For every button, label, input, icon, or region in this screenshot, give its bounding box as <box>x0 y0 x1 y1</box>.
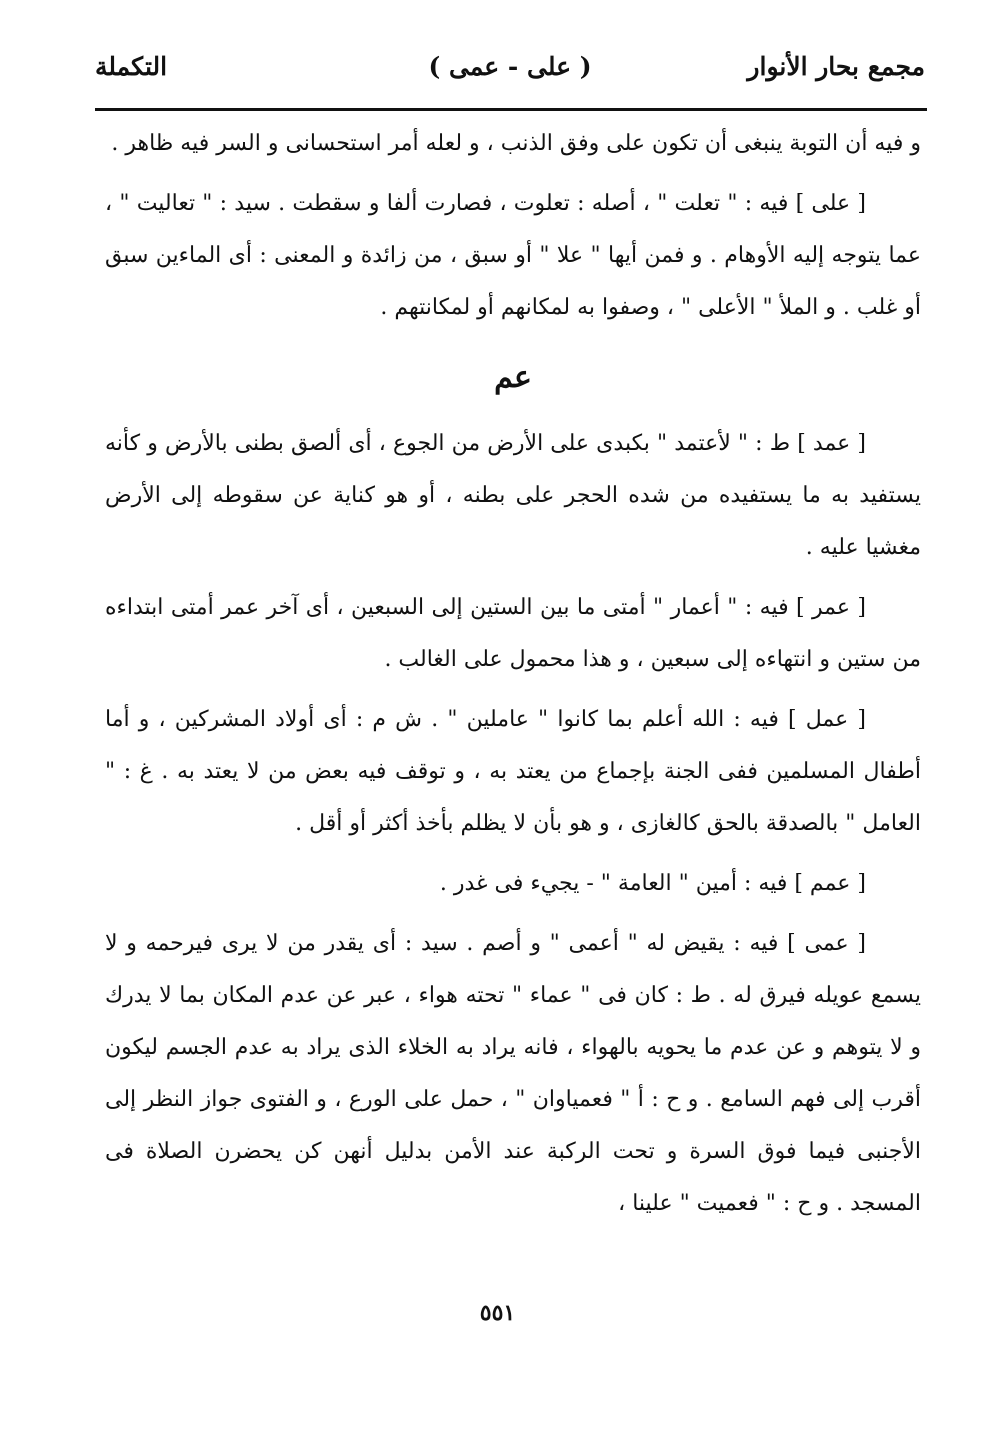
section-heading: عم <box>494 360 532 395</box>
paragraph: [ عمر ] فيه : " أعمار " أمتى ما بين الستين إلى السبعين ، أى آخر عمر أمتى ابتداءه من ستين و انتهاءه إلى سبعين ، و هذا محمول على الغالب . <box>105 595 921 672</box>
page-header <box>95 52 925 100</box>
header-rule <box>95 108 927 111</box>
paragraph: و فيه أن التوبة ينبغى أن تكون على وفق الذنب ، و لعله أمر استحسانى و السر فيه ظاهر . <box>111 131 921 156</box>
paragraph: [ عمم ] فيه : أمين " العامة " - يجيء فى غدر . <box>439 871 866 896</box>
paragraph: [ عمى ] فيه : يقيض له " أعمى " و أصم . سيد : أى يقدر من لا يرى فيرحمه و لا يسمع عويله فيرق له . ط : كان فى " عماء " تحته هواء ، عبر عن عدم المكان بما لا يدرك و لا يتوهم و عن عدم ما يحويه بالهواء ، فانه يراد به الخلاء الذى يراد به عدم الجسم ليكون أقرب إلى فهم السامع . و ح : أ " فعمياوان " ، حمل على الورع ، و الفتوى جواز النظر إلى الأجنبى فيما فوق السرة و تحت الركبة عند الأمن بدليل أنهن كن يحضرن الصلاة فى المسجد . و ح : " فعميت " علينا ، <box>105 931 921 1216</box>
book-title: مجمع بحار الأنوار <box>747 52 925 81</box>
paragraph: [ عمل ] فيه : الله أعلم بما كانوا " عاملين " . ش م : أى أولاد المشركين ، و أما أطفال المسلمين ففى الجنة بإجماع من يعتد به ، و توقف فيه بعض من لا يعتد به . غ : " العامل " بالصدقة بالحق كالغازى ، و هو بأن لا يظلم بأخذ أكثر أو أقل . <box>105 707 921 836</box>
paragraph: [ عمد ] ط : " لأعتمد " بكبدى على الأرض من الجوع ، أى ألصق بطنى بالأرض و كأنه يستفيد به ما يستفيده من شده الحجر على بطنه ، أو هو كناية عن سقوطه إلى الأرض مغشيا عليه . <box>105 431 921 560</box>
entry-range-title: ( على - عمى ) <box>428 52 592 81</box>
section-title: التكملة <box>95 52 168 81</box>
page-number: ٥٥١ <box>479 1300 516 1326</box>
body-text <box>105 118 921 1230</box>
paragraph: [ على ] فيه : " تعلت " ، أصله : تعلوت ، فصارت ألفا و سقطت . سيد : " تعاليت " ، عما يتوجه إليه الأوهام . و فمن أيها " علا " أو سبق ، من زائدة و المعنى : أى الماءين سبق أو غلب . و الملأ " الأعلى " ، وصفوا به لمكانهم أو لمكانتهم . <box>105 191 922 320</box>
